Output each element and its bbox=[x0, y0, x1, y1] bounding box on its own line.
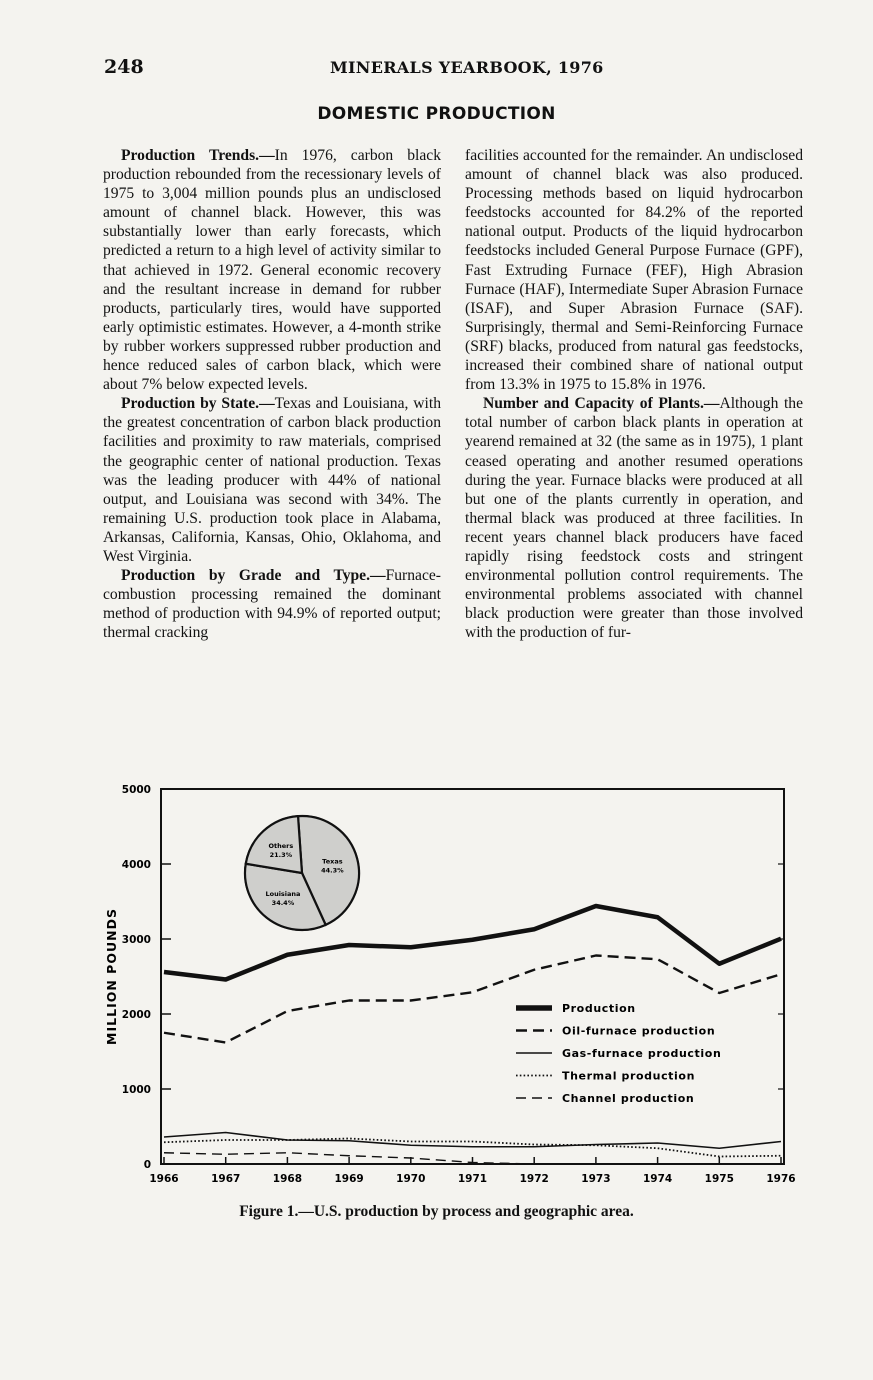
x-tick-label: 1966 bbox=[149, 1173, 179, 1185]
pie-value-label: 21.3% bbox=[269, 850, 293, 859]
x-tick-label: 1970 bbox=[396, 1173, 426, 1185]
right-column bbox=[465, 146, 803, 642]
pie-label: Texas bbox=[322, 857, 343, 866]
run-in-heading: Production Trends.— bbox=[121, 147, 275, 164]
paragraph-continued: facilities accounted for the remainder. An undisclosed amount of channel black was also produced. Processing methods based on liquid hydrocarbon feedstocks accounted for 84.2% of the reported national output. Products of the liquid hydrocarbon feedstocks included General Purpose Furnace (GPF), Fast Extruding Furnace (FEF), High Abrasion Furnace (HAF), Intermediate Super Abrasion Furnace (ISAF), and Super Abrasion Furnace (SAF). Surprisingly, thermal and Semi-Reinforcing Furnace (SRF) blacks, produced from natural gas feedstocks, increased their combined share of national output from 13.3% in 1975 to 15.8% in 1976. bbox=[465, 147, 803, 394]
x-tick-label: 1973 bbox=[581, 1173, 611, 1185]
paragraph-text: Although the total number of carbon black plants in operation at yearend remained at 32 (the same as in 1975), 1 plant ceased operating and another resumed operations during the year. Furnace blacks were produced at all but one of the plants currently in operation, and thermal black was produced at three facilities. In recent years channel black producers have faced rapidly rising feedstock costs and stringent environmental pollution control requirements. The environmental problems associated with channel black production were greater than those involved with the production of fur- bbox=[465, 395, 803, 642]
pie-label: Louisiana bbox=[265, 889, 301, 898]
x-tick-label: 1972 bbox=[519, 1173, 549, 1185]
legend-label: Channel production bbox=[562, 1092, 695, 1105]
y-tick-label: 4000 bbox=[121, 859, 151, 871]
x-tick-label: 1971 bbox=[457, 1173, 488, 1185]
x-tick-label: 1974 bbox=[642, 1173, 673, 1185]
production-chart bbox=[96, 778, 796, 1188]
pie-value-label: 44.3% bbox=[321, 866, 344, 875]
legend-label: Oil-furnace production bbox=[562, 1024, 716, 1038]
page-number: 248 bbox=[104, 56, 144, 78]
x-tick-label: 1967 bbox=[211, 1173, 241, 1185]
left-column bbox=[103, 146, 441, 642]
x-tick-label: 1969 bbox=[334, 1173, 364, 1185]
section-title: DOMESTIC PRODUCTION bbox=[317, 104, 556, 124]
run-in-heading: Production by State.— bbox=[121, 395, 275, 413]
y-tick-label: 2000 bbox=[121, 1009, 151, 1021]
y-axis-label: MILLION POUNDS bbox=[104, 908, 119, 1045]
y-tick-label: 1000 bbox=[121, 1084, 151, 1096]
x-tick-label: 1968 bbox=[272, 1173, 303, 1185]
paragraph-production-trends bbox=[103, 146, 441, 394]
x-tick-label: 1976 bbox=[766, 1173, 796, 1185]
paragraph-text: Texas and Louisiana, with the greatest concentration of carbon black production facilities and proximity to raw materials, comprised the geographic center of national production. Texas was the leading producer with 44% of national output, and Louisiana was second with 34%. The remaining U.S. production took place in Alabama, Arkansas, California, Kansas, Ohio, Oklahoma, and West Virginia. bbox=[103, 395, 441, 565]
run-in-heading: Production by Grade and Type.— bbox=[121, 567, 386, 585]
pie-chart bbox=[245, 816, 359, 930]
legend-label: Production bbox=[562, 1002, 636, 1015]
y-tick-label: 5000 bbox=[121, 784, 151, 796]
pie-label: Others bbox=[268, 841, 294, 850]
series-line-production bbox=[164, 906, 781, 980]
run-in-heading: Number and Capacity of Plants.— bbox=[483, 395, 720, 413]
y-tick-label: 3000 bbox=[121, 934, 151, 946]
x-tick-label: 1975 bbox=[704, 1173, 734, 1185]
legend-label: Thermal production bbox=[562, 1069, 696, 1083]
paragraph-text: In 1976, carbon black production rebounded from the recessionary levels of 1975 to 3,004 million pounds plus an undisclosed amount of channel black. However, this was substantially lower than early forecasts, which predicted a return to a high level of activity similar to that achieved in 1972. General economic recovery and the resultant increase in demand for rubber products, particularly tires, would have supported early optimistic estimates. However, a 4-month strike by rubber workers suppressed rubber production and hence reduced sales of carbon black, which were about 7% below expected levels. bbox=[103, 147, 441, 394]
y-tick-label: 0 bbox=[143, 1159, 151, 1171]
paragraph-plants bbox=[465, 394, 803, 642]
legend-label: Gas-furnace production bbox=[562, 1047, 722, 1060]
pie-value-label: 34.4% bbox=[271, 898, 295, 907]
paragraph-production-by-state bbox=[103, 394, 441, 566]
paragraph-production-by-grade bbox=[103, 566, 441, 642]
paragraph-text: Furnace-combustion processing remained the dominant method of production with 94.9% of reported output; thermal cracking bbox=[103, 567, 441, 642]
figure-caption: Figure 1.—U.S. production by process and geographic area. bbox=[239, 1203, 634, 1220]
running-title: MINERALS YEARBOOK, 1976 bbox=[330, 58, 604, 77]
